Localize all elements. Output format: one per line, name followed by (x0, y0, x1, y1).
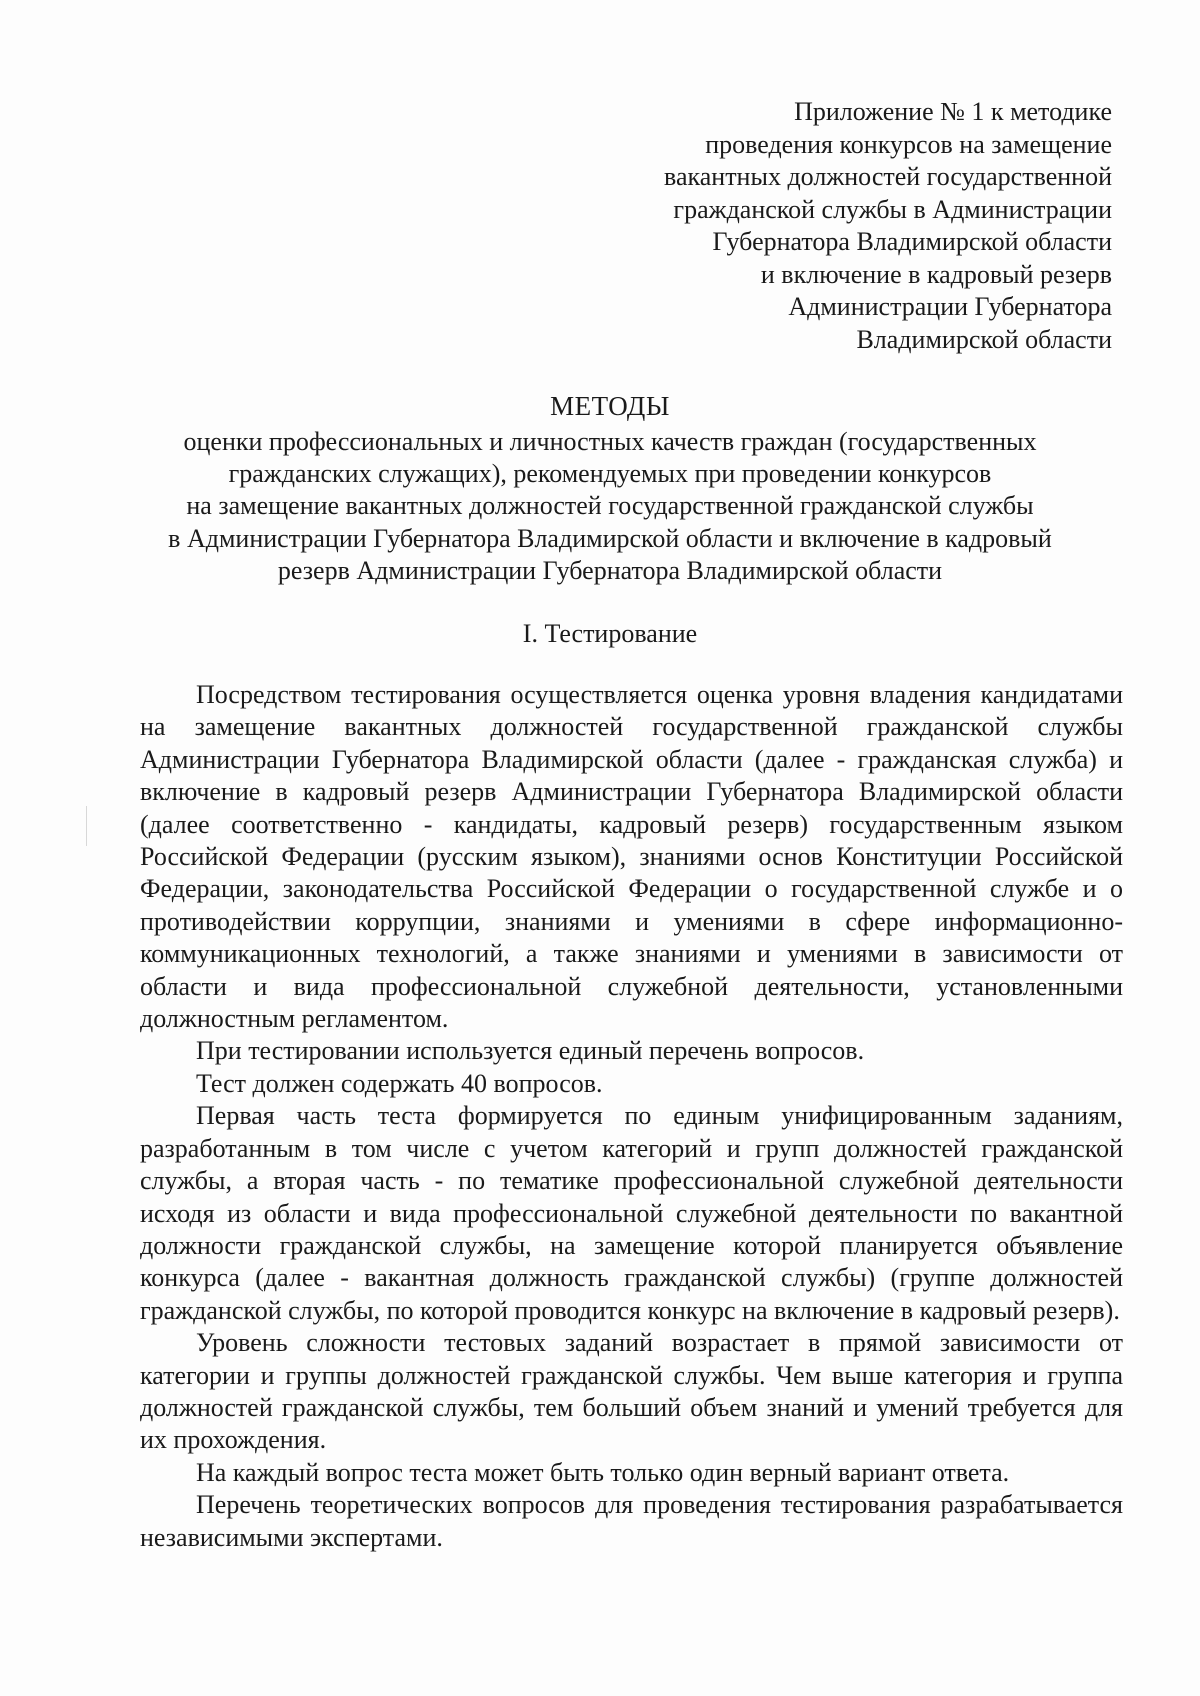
appendix-line: Владимирской области (856, 324, 1112, 354)
subtitle-line: на замещение вакантных должностей государственной гражданской службы (186, 491, 1034, 521)
appendix-line: Администрации Губернатора (788, 292, 1112, 321)
paragraph: При тестировании используется единый перечень вопросов. (196, 1036, 865, 1066)
subtitle-line: оценки профессиональных и личностных качеств граждан (государственных (183, 427, 1037, 456)
paragraph: Тест должен содержать 40 вопросов. (196, 1068, 603, 1098)
section-heading: I. Тестирование (522, 619, 698, 648)
appendix-line: проведения конкурсов на замещение (705, 129, 1112, 159)
document-subtitle (120, 426, 1100, 587)
paragraph: Первая часть теста формируется по единым унифицированным заданиям, разработанным в том числе с учетом категорий и групп должностей гражданской службы, а вторая часть - по тематике профессиональной служебной деятельности исходя из области и вида профессиональной служебной деятельности по вакантной должности гражданской службы, на замещение которой планируется объявление конкурса (далее - вакантная должность гражданской службы) (группе должностей гражданской службы, по которой проводится конкурс на включение в кадровый резерв). (140, 1101, 1123, 1325)
appendix-line: вакантных должностей государственной (664, 162, 1112, 191)
subtitle-line: в Администрации Губернатора Владимирской области и включение в кадровый (168, 523, 1052, 553)
paragraph: Посредством тестирования осуществляется оценка уровня владения кандидатами на замещение вакантных должностей государственной гражданской службы Администрации Губернатора Владимирской области (далее - гражданская служба) и включение в кадровый резерв Администрации Губернатора Владимирской области (далее соответственно - кандидаты, кадровый резерв) государственным языком Российской Федерации (русским языком), знаниями основ Конституции Российской Федерации, законодательства Российской Федерации о государственной службе и о противодействии коррупции, знаниями и умениями в сфере информационно-коммуникационных технологий, а также знаниями и умениями в зависимости от области и вида профессиональной служебной деятельности, установленными должностным регламентом. (140, 680, 1123, 1034)
section-body (140, 679, 1123, 1554)
scan-artifact (86, 806, 87, 846)
paragraph: Перечень теоретических вопросов для проведения тестирования разрабатывается независимыми экспертами. (140, 1490, 1123, 1552)
paragraph: Уровень сложности тестовых заданий возрастает в прямой зависимости от категории и группы должностей гражданской службы. Чем выше категория и группа должностей гражданской службы, тем больший объем знаний и умений требуется для их прохождения. (140, 1328, 1123, 1455)
document-title: МЕТОДЫ (550, 391, 670, 421)
appendix-line: и включение в кадровый резерв (760, 259, 1112, 289)
appendix-line: Губернатора Владимирской области (712, 227, 1112, 256)
paragraph: На каждый вопрос теста может быть только один верный вариант ответа. (196, 1457, 1010, 1487)
appendix-line: Приложение № 1 к методике (794, 97, 1112, 126)
subtitle-line: гражданских служащих), рекомендуемых при проведении конкурсов (228, 459, 992, 489)
appendix-line: гражданской службы в Администрации (673, 194, 1112, 224)
subtitle-line: резерв Администрации Губернатора Владимирской области (277, 555, 943, 585)
appendix-note (592, 96, 1112, 356)
